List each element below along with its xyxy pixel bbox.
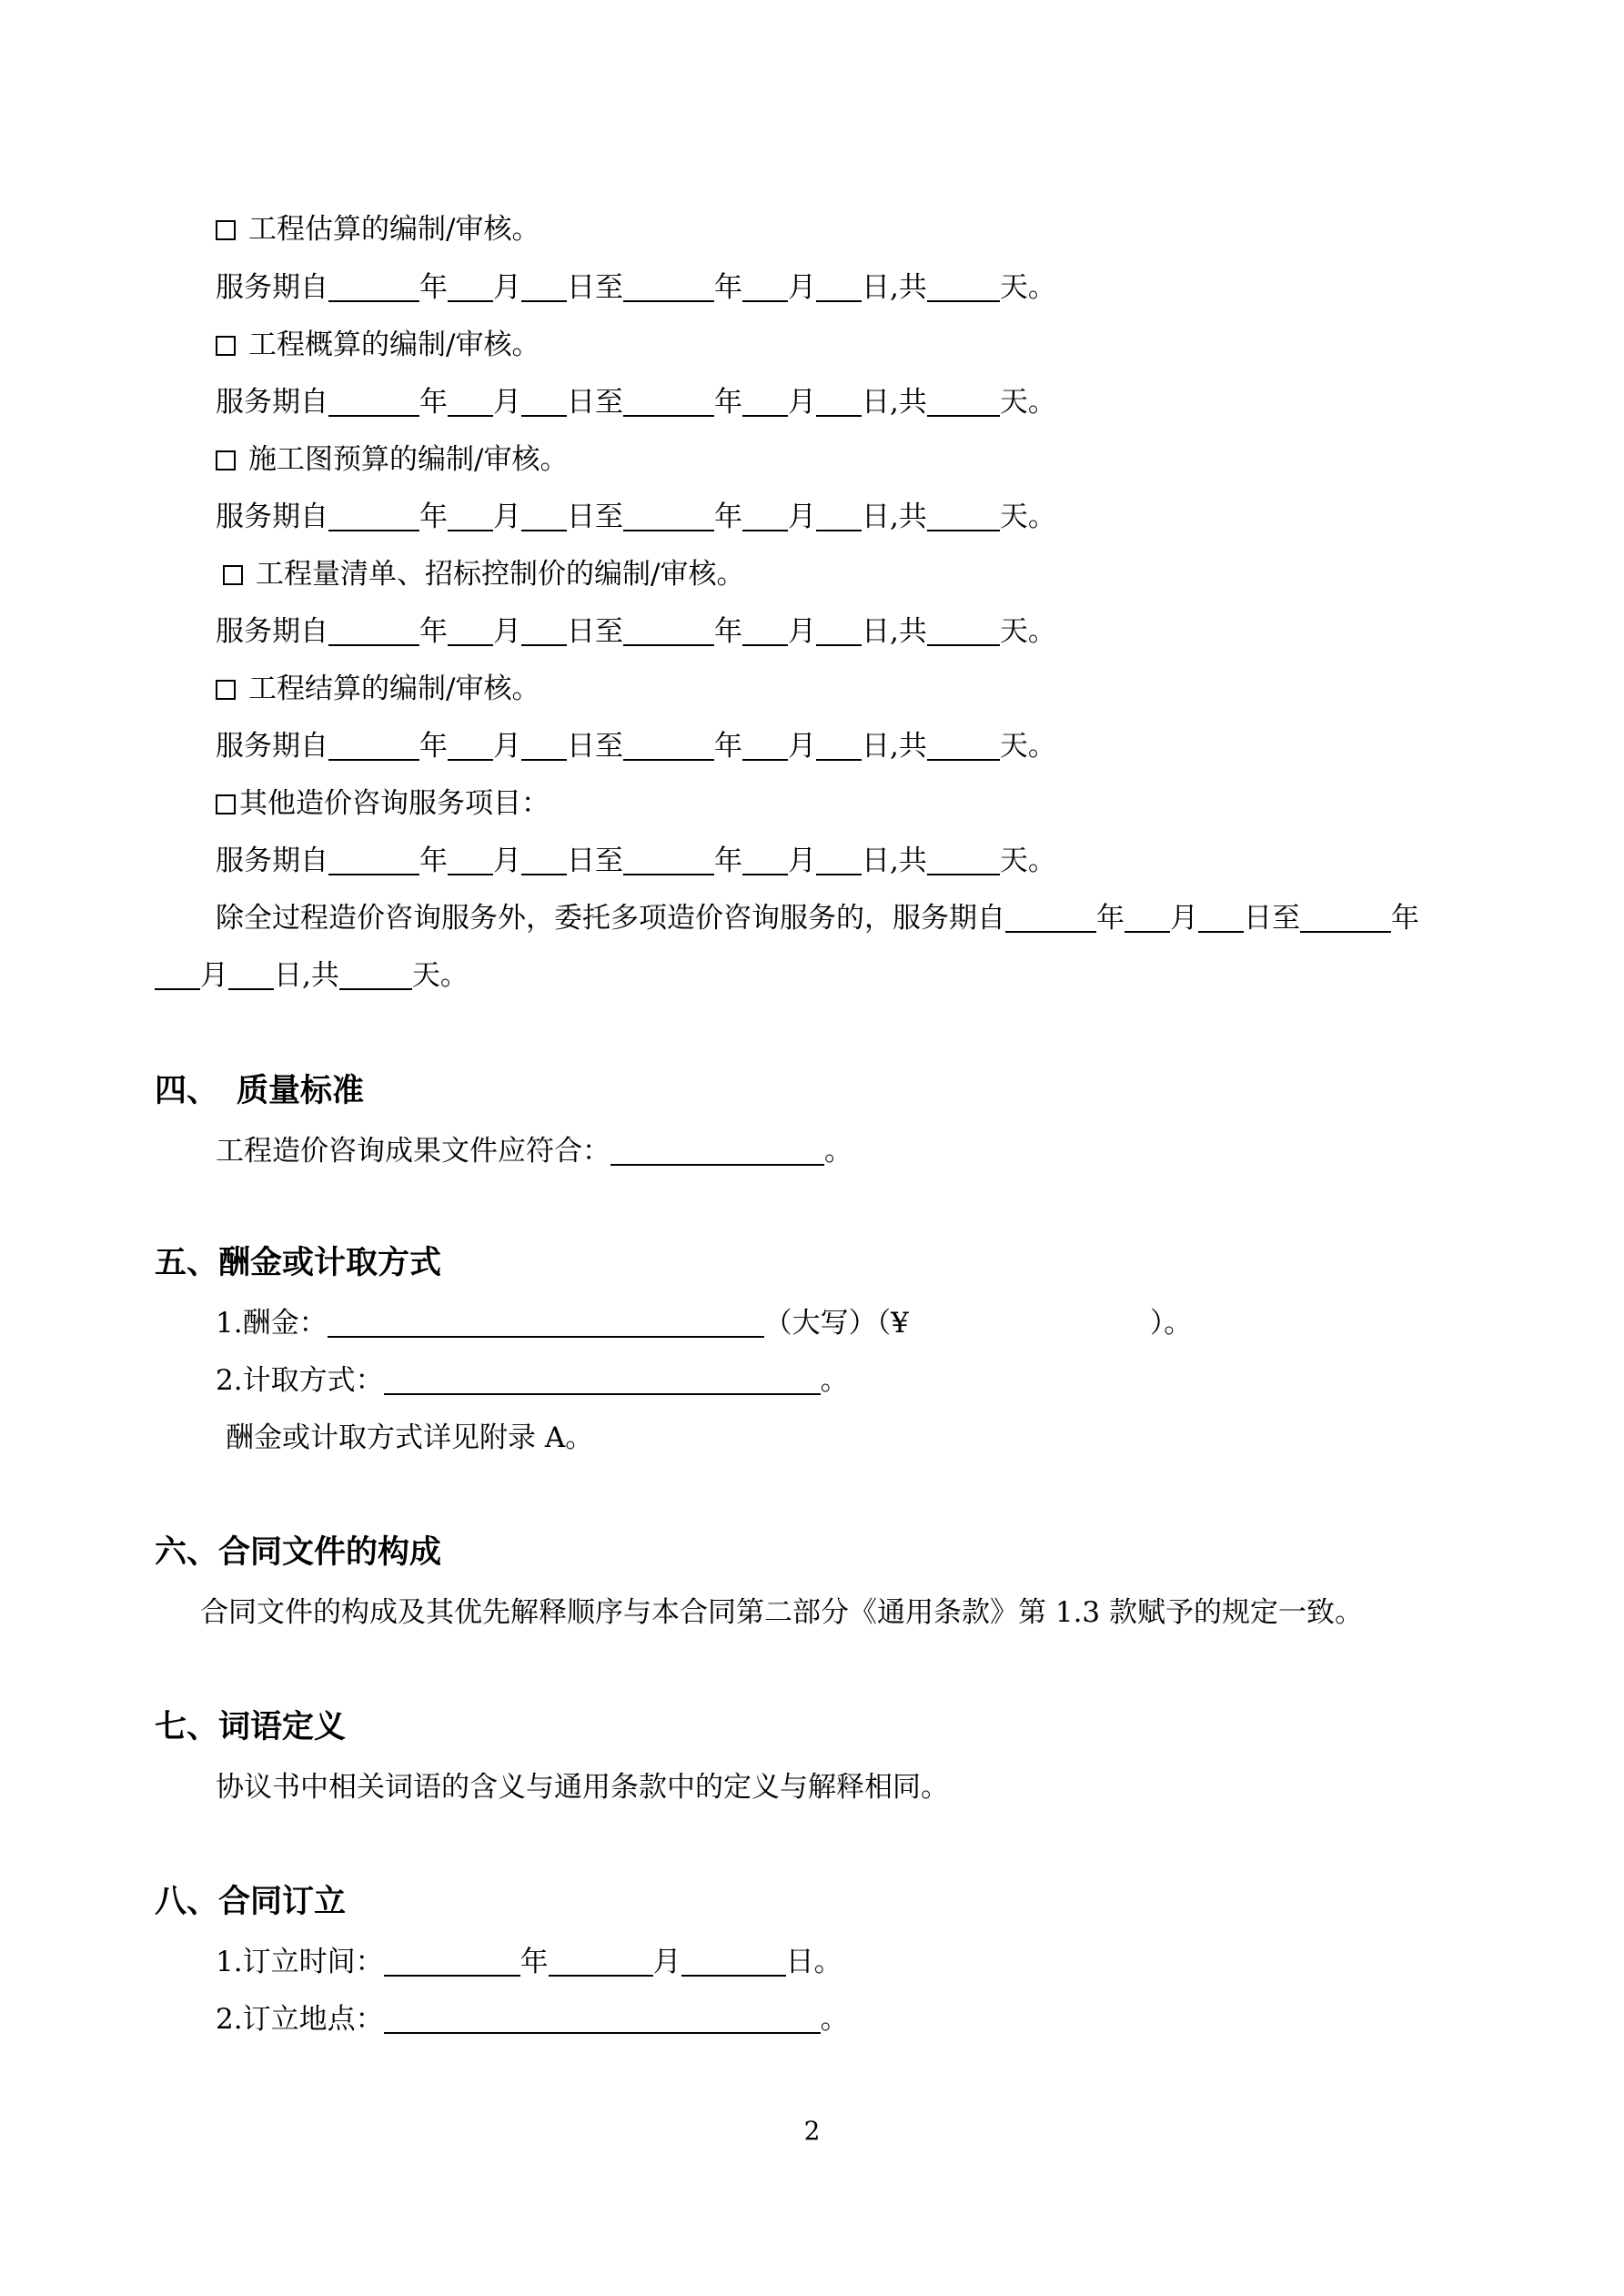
section-heading-signing: 八、合同订立 — [155, 1884, 347, 1920]
signing-place-blank[interactable] — [384, 2005, 821, 2034]
multi-service-line2: 月 日,共 天。 — [155, 957, 469, 994]
quality-standard-line: 工程造价咨询成果文件应符合： 。 — [216, 1135, 852, 1168]
section-heading-definitions: 七、词语定义 — [155, 1709, 347, 1745]
signing-month-blank[interactable] — [549, 1947, 653, 1977]
service-period: 服务期自 年 月 日至 年 月 日,共 天。 — [216, 501, 1056, 533]
definitions-text: 协议书中相关词语的含义与通用条款中的定义与解释相同。 — [216, 1771, 949, 1804]
checkbox[interactable] — [216, 336, 236, 356]
multi-service-line1: 除全过程造价咨询服务外，委托多项造价咨询服务的，服务期自 年 月 日至 年 — [216, 902, 1419, 935]
contract-docs-text: 合同文件的构成及其优先解释顺序与本合同第二部分《通用条款》第 1.3 款赋予的规定一致。 — [200, 1596, 1364, 1629]
fee-blank[interactable] — [328, 1309, 764, 1338]
fee-note: 酬金或计取方式详见附录 A。 — [226, 1421, 594, 1454]
checkbox[interactable] — [216, 794, 236, 814]
service-item-other: 其他造价咨询服务项目： — [216, 785, 550, 822]
signing-time-line: 1.订立时间： 年 月 日。 — [216, 1946, 842, 1978]
signing-place-line: 2.订立地点： 。 — [216, 2003, 849, 2036]
signing-year-blank[interactable] — [384, 1947, 520, 1977]
service-item-drawing-budget: 施工图预算的编制/审核。 — [216, 441, 568, 478]
section-heading-quality: 四、 质量标准 — [155, 1073, 365, 1109]
service-period: 服务期自 年 月 日至 年 月 日,共 天。 — [216, 271, 1056, 304]
service-item-budget: 工程概算的编制/审核。 — [216, 327, 540, 363]
section-heading-fee: 五、酬金或计取方式 — [155, 1245, 442, 1281]
page-number: 2 — [803, 2116, 821, 2146]
checkbox[interactable] — [223, 565, 243, 585]
service-item-estimate: 工程估算的编制/审核。 — [216, 211, 540, 248]
method-line: 2.计取方式： 。 — [216, 1364, 849, 1397]
section-heading-contract-docs: 六、合同文件的构成 — [155, 1534, 442, 1571]
service-item-bill: 工程量清单、招标控制价的编制/审核。 — [223, 556, 744, 592]
checkbox[interactable] — [216, 680, 236, 700]
service-period: 服务期自 年 月 日至 年 月 日,共 天。 — [216, 615, 1056, 648]
checkbox[interactable] — [216, 220, 236, 240]
method-blank[interactable] — [384, 1366, 821, 1395]
signing-day-blank[interactable] — [681, 1947, 786, 1977]
checkbox[interactable] — [216, 450, 236, 470]
fee-line: 1.酬金： （大写）（¥ ）。 — [216, 1307, 1193, 1340]
service-period: 服务期自 年 月 日至 年 月 日,共 天。 — [216, 730, 1056, 763]
service-period: 服务期自 年 月 日至 年 月 日,共 天。 — [216, 845, 1056, 877]
service-item-settlement: 工程结算的编制/审核。 — [216, 671, 540, 707]
service-period: 服务期自 年 月 日至 年 月 日,共 天。 — [216, 386, 1056, 419]
quality-standard-blank[interactable] — [610, 1137, 824, 1166]
